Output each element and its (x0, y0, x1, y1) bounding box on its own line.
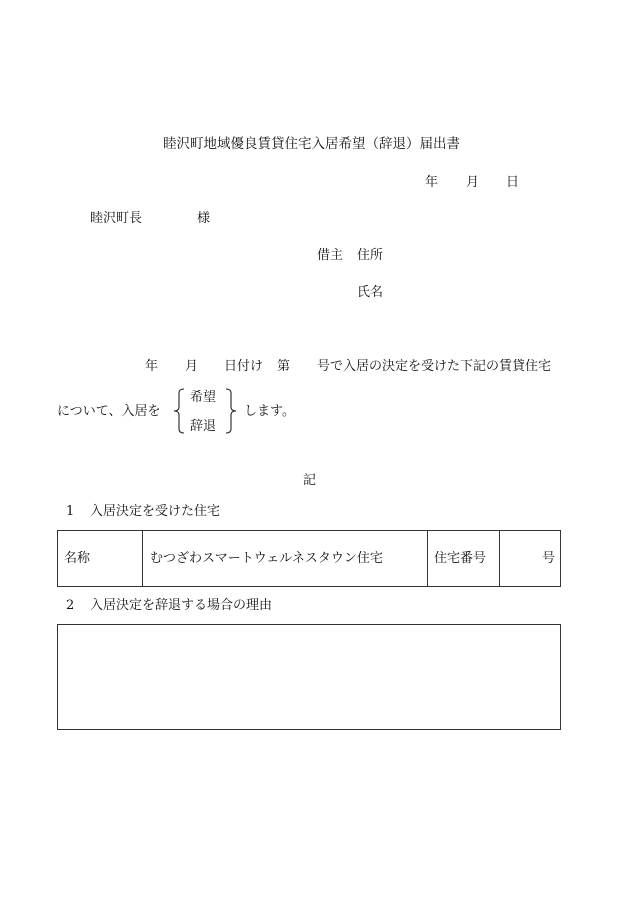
date-day-label: 日 (506, 175, 520, 190)
date-month-label: 月 (466, 175, 480, 190)
addressee-honorific: 様 (197, 211, 211, 226)
section2-number: 2 (66, 598, 75, 613)
body-line1-rest: 号で入居の決定を受けた下記の賃貸住宅 (317, 359, 552, 374)
housing-name-label: 名称 (64, 551, 91, 566)
addressee-name: 睦沢町長 (90, 211, 143, 226)
body-month-label: 月 (185, 359, 199, 374)
body-dated-label: 日付け (224, 359, 264, 374)
applicant-address-label: 住所 (357, 248, 384, 263)
document-title: 睦沢町地域優良賃貸住宅入居希望（辞退）届出書 (163, 136, 460, 152)
reason-box (57, 624, 561, 730)
section1-number: 1 (66, 504, 75, 519)
applicant-name-label: 氏名 (357, 285, 384, 300)
body-line2-prefix: について、入居を (57, 404, 161, 419)
left-brace-icon (172, 388, 186, 434)
section2-heading: 入居決定を辞退する場合の理由 (90, 598, 273, 613)
housing-table (57, 530, 561, 587)
housing-name-value: むつざわスマートウェルネスタウン住宅 (150, 551, 383, 566)
ki-heading: 記 (303, 473, 317, 488)
right-brace-icon (224, 388, 238, 434)
body-year-label: 年 (145, 359, 159, 374)
housing-number-label: 住宅番号 (434, 551, 487, 566)
body-number-prefix: 第 (277, 359, 291, 374)
option-jitai: 辞退 (190, 419, 217, 434)
section1-heading: 入居決定を受けた住宅 (90, 504, 221, 519)
option-kibou: 希望 (190, 390, 217, 405)
body-line2-suffix: します。 (244, 404, 295, 419)
housing-number-suffix: 号 (542, 551, 556, 566)
date-year-label: 年 (425, 175, 439, 190)
applicant-role: 借主 (317, 248, 344, 263)
